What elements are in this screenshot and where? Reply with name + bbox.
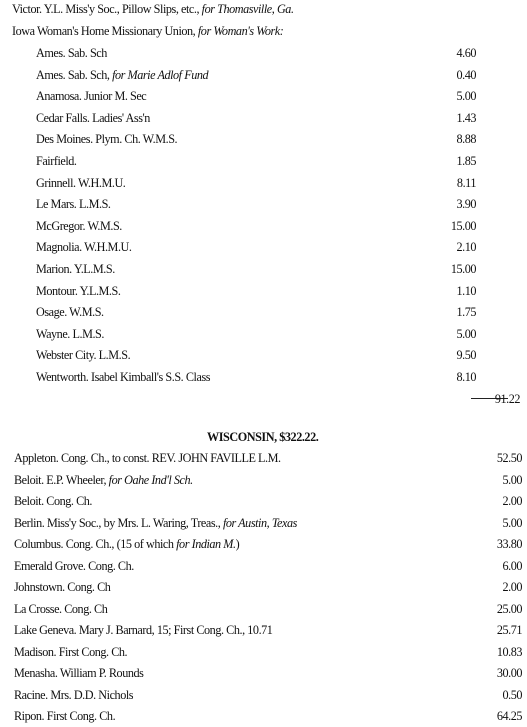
entry-purpose: for Woman's Work: [197,24,284,38]
entry-description [36,305,104,320]
entry-amount: 25.71 [496,623,522,637]
entry-text: Lake Geneva. Mary J. Barnard, 15; First Cong. Ch., 10.71 [14,623,273,637]
entry-row [0,240,527,258]
entry-description [36,132,177,147]
entry-amount: 1.10 [456,283,476,298]
entry-row [0,327,527,345]
entry-text: Beloit. Cong. Ch. [14,494,93,508]
entry-amount: 3.90 [456,197,476,212]
entry-description [14,516,297,531]
entry-row [0,370,527,388]
entry-row [0,666,527,684]
entry-amount: 8.10 [456,370,476,384]
entry-row [0,473,527,491]
entry-description [12,24,283,39]
entry-description [36,154,77,169]
entry-row [0,451,527,469]
entry-text: Johnstown. Cong. Ch [14,580,111,594]
entry-description [36,370,210,385]
entry-text: Ames. Sab. Sch [36,46,107,60]
entry-amount: 6.00 [502,558,522,573]
entry-row [0,132,527,150]
entry-text: Magnolia. W.H.M.U. [36,240,132,255]
entry-text: La Crosse. Cong. Ch [14,601,108,616]
entry-text: Osage. W.M.S. [36,305,104,320]
entry-amount: 64.25 [496,709,522,723]
entry-text: Victor. Y.L. Miss'y Soc., Pillow Slips, etc., [12,2,202,16]
entry-text: Appleton. Cong. Ch., to const. REV. JOHN FAVILLE L.M. [14,451,281,465]
entry-description [14,666,143,681]
entry-text: Columbus. Cong. Ch., (15 of which [14,537,177,551]
entry-amount: 25.00 [496,601,522,616]
entry-row [0,580,527,598]
entry-text: Montour. Y.L.M.S. [36,283,121,298]
entry-description [14,602,107,617]
entry-row [0,262,527,280]
entry-row [0,516,527,534]
entry-amount: 9.50 [456,348,476,363]
entry-row [0,559,527,577]
entry-text: Wentworth. Isabel Kimball's S.S. Class [36,370,211,384]
entry-amount: 5.00 [502,472,522,487]
entry-text: Racine. Mrs. D.D. Nichols [14,687,134,702]
entry-text: Marion. Y.L.M.S. [36,262,115,276]
entry-text: Anamosa. Junior M. Sec [36,89,147,104]
entry-description [36,240,132,255]
entry-row [0,197,527,215]
entry-description [36,89,146,104]
entry-amount: 8.88 [456,132,476,147]
entry-row [0,348,527,366]
entry-amount: 1.43 [456,110,476,125]
union-line [0,24,527,42]
entry-text: Ripon. First Cong. Ch. [14,709,116,723]
entry-row [0,537,527,555]
entry-row [0,89,527,107]
entry-text: Wayne. L.M.S. [36,326,104,341]
entry-amount: 4.60 [456,46,476,60]
entry-row [0,46,527,64]
entry-amount: 0.40 [456,67,476,82]
entry-description [14,494,92,509]
entry-row [0,154,527,172]
entry-text: Cedar Falls. Ladies' Ass'n [36,110,150,125]
entry-purpose: for Marie Adlof Fund [112,67,209,82]
entry-description [36,111,150,126]
entry-description [36,46,107,61]
entry-amount: 33.80 [496,537,522,551]
entry-amount: 5.00 [456,89,476,104]
entry-text: Des Moines. Plym. Ch. W.M.S. [36,132,178,147]
victor-line [0,2,527,20]
entry-row [0,623,527,641]
section-heading-wisconsin: WISCONSIN, $322.22. [207,430,319,444]
entry-text: Madison. First Cong. Ch. [14,644,128,659]
entry-description [36,262,115,277]
entry-amount: 15.00 [450,262,476,276]
entry-amount: 1.85 [456,154,476,168]
entry-description [36,197,111,212]
iowa-total: 91.22 [494,392,520,406]
entry-text: Berlin. Miss'y Soc., by Mrs. L. Waring, Treas., [14,515,223,530]
entry-row [0,176,527,194]
entry-amount: 10.83 [496,644,522,659]
entry-description [14,645,127,660]
entry-row [0,645,527,663]
entry-purpose: for Indian M. [176,537,236,551]
entry-row [0,68,527,86]
entry-description [36,327,104,342]
entry-description [36,68,208,83]
entry-amount: 2.00 [502,494,522,508]
entry-description [14,709,115,724]
entry-text: Iowa Woman's Home Missionary Union, [12,24,198,38]
entry-description [14,580,110,595]
entry-row [0,602,527,620]
entry-amount: 30.00 [496,666,522,680]
entry-amount: 2.10 [456,240,476,255]
entry-row [0,284,527,302]
entry-description [14,451,281,466]
entry-row [0,219,527,237]
entry-purpose: for Oahe Ind'l Sch. [108,472,193,487]
entry-text: Beloit. E.P. Wheeler, [14,472,109,487]
entry-amount: 52.50 [496,451,522,465]
entry-description [14,473,193,488]
entry-row [0,688,527,706]
entry-description [14,559,134,574]
entry-description [36,348,130,363]
entry-purpose: for Thomasville, Ga. [201,2,294,16]
entry-text: Grinnell. W.H.M.U. [36,175,126,190]
entry-description [36,284,120,299]
entry-text: McGregor. W.M.S. [36,218,122,233]
entry-row [0,494,527,512]
entry-description [14,537,239,552]
entry-description [12,2,294,17]
entry-purpose: for Austin, Texas [222,515,297,530]
entry-text: Emerald Grove. Cong. Ch. [14,558,134,573]
entry-row [0,305,527,323]
entry-amount: 5.00 [502,515,522,530]
entry-text: Ames. Sab. Sch, [36,67,113,82]
entry-description [36,219,122,234]
entry-description [36,176,125,191]
entry-amount: 8.11 [456,175,476,190]
entry-amount: 15.00 [450,218,476,233]
entry-amount: 1.75 [456,305,476,320]
entry-text: Webster City. L.M.S. [36,348,131,363]
entry-amount: 5.00 [456,326,476,341]
entry-text: Menasha. William P. Rounds [14,666,144,680]
entry-amount: 0.50 [502,687,522,702]
entry-row [0,709,527,727]
entry-description [14,688,133,703]
entry-description [14,623,272,638]
entry-amount: 2.00 [502,580,522,594]
entry-text: Fairfield. [36,154,77,168]
entry-row [0,111,527,129]
entry-text: Le Mars. L.M.S. [36,197,111,212]
entry-text-tail: ) [235,537,240,551]
